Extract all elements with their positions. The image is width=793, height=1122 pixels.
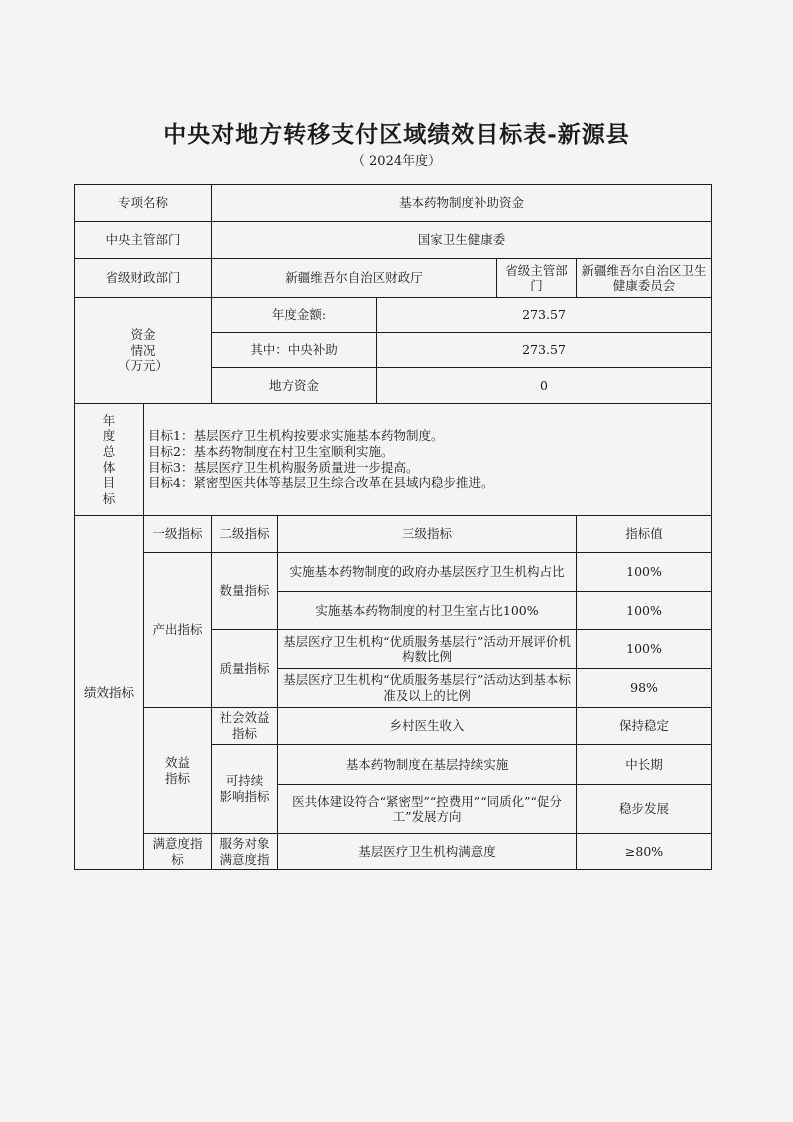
- output-label: 产出指标: [144, 552, 212, 707]
- indicator-name: 基层医疗卫生机构“优质服务基层行”活动达到基本标准及以上的比例: [278, 669, 577, 708]
- goals-label-char: 总: [102, 444, 116, 460]
- goals-content: [144, 404, 712, 516]
- service-satisfaction-label: [212, 834, 278, 870]
- social-benefit-label-line: 指标: [232, 725, 258, 741]
- indicator-name: 实施基本药物制度的政府办基层医疗卫生机构占比: [278, 552, 577, 591]
- quality-label: 质量指标: [212, 630, 278, 707]
- project-label: 专项名称: [75, 185, 212, 222]
- indicator-value: 中长期: [577, 744, 712, 785]
- header-level1: 一级指标: [144, 516, 212, 553]
- goal-item: 目标1：基层医疗卫生机构按要求实施基本药物制度。: [148, 428, 444, 444]
- indicator-value: 稳步发展: [577, 785, 712, 834]
- indicator-name: 实施基本药物制度的村卫生室占比100%: [278, 591, 577, 630]
- provincial-finance-label: 省级财政部门: [75, 259, 212, 298]
- indicators-label: 绩效指标: [75, 516, 144, 870]
- funds-central-value: 273.57: [377, 332, 712, 368]
- project-row: [75, 185, 712, 222]
- indicator-name: 医共体建设符合“紧密型”“控费用”“同质化”“促分工”发展方向: [278, 785, 577, 834]
- funds-label: [75, 298, 212, 404]
- social-benefit-label: [212, 707, 278, 744]
- table-row: [75, 834, 712, 870]
- goals-label-char: 目: [102, 475, 116, 491]
- header-level2: 二级指标: [212, 516, 278, 553]
- funds-annual-row: [75, 298, 712, 333]
- central-dept-value: 国家卫生健康委: [212, 221, 712, 259]
- indicator-name: 基层医疗卫生机构“优质服务基层行”活动开展评价机构数比例: [278, 630, 577, 669]
- goals-row: [75, 404, 712, 516]
- goal-item: 目标4：紧密型医共体等基层卫生综合改革在县域内稳步推进。: [148, 475, 494, 491]
- indicator-name: 基本药物制度在基层持续实施: [278, 744, 577, 785]
- service-satisfaction-label-line: 服务对象: [219, 836, 270, 851]
- indicator-value: 98%: [577, 669, 712, 708]
- goal-item: 目标3：基层医疗卫生机构服务质量进一步提高。: [148, 459, 419, 475]
- performance-target-table: [74, 184, 712, 870]
- indicator-value: 保持稳定: [577, 707, 712, 744]
- indicator-value: 100%: [577, 591, 712, 630]
- quantity-label: 数量指标: [212, 552, 278, 629]
- funds-local-value: 0: [377, 368, 712, 404]
- goals-label-char: 体: [102, 459, 116, 475]
- table-row: [75, 552, 712, 591]
- goals-label-char: 标: [102, 490, 116, 506]
- goals-label-char: 度: [102, 428, 116, 444]
- funds-label-line: （万元）: [118, 358, 169, 374]
- document-title: 中央对地方转移支付区域绩效目标表-新源县: [163, 121, 630, 148]
- indicator-name: 乡村医生收入: [278, 707, 577, 744]
- benefit-label-line: 效益: [165, 754, 191, 770]
- indicator-value: ≥80%: [577, 834, 712, 870]
- indicator-name: 基层医疗卫生机构满意度: [278, 834, 577, 870]
- funds-label-line: 情况: [130, 342, 156, 358]
- satisfaction-label-line: 标: [171, 851, 184, 867]
- funds-central-label: 其中：中央补助: [212, 332, 377, 368]
- table-row: [75, 707, 712, 744]
- satisfaction-label-line: 满意度指: [152, 836, 203, 851]
- sustainable-label-line: 可持续: [225, 773, 264, 789]
- indicator-value: 100%: [577, 630, 712, 669]
- indicator-header-row: [75, 516, 712, 553]
- funds-label-line: 资金: [130, 327, 156, 343]
- central-dept-row: [75, 221, 712, 259]
- provincial-dept-value: 新疆维吾尔自治区卫生健康委员会: [577, 259, 712, 298]
- provincial-dept-label: 省级主管部门: [497, 259, 577, 298]
- header-level3: 三级指标: [278, 516, 577, 553]
- central-dept-label: 中央主管部门: [75, 221, 212, 259]
- provincial-row: [75, 259, 712, 298]
- sustainable-label-line: 影响指标: [219, 788, 270, 804]
- goals-label-char: 年: [102, 412, 116, 428]
- goal-item: 目标2：基本药物制度在村卫生室顺利实施。: [148, 444, 394, 460]
- funds-annual-label: 年度金额:: [212, 298, 377, 333]
- social-benefit-label-line: 社会效益: [219, 710, 270, 726]
- funds-local-label: 地方资金: [212, 368, 377, 404]
- indicator-value: 100%: [577, 552, 712, 591]
- header-value: 指标值: [577, 516, 712, 553]
- provincial-finance-value: 新疆维吾尔自治区财政厅: [212, 259, 497, 298]
- benefit-label-line: 指标: [165, 770, 191, 786]
- goals-label: [75, 404, 144, 516]
- sustainable-label: [212, 744, 278, 834]
- benefit-label: [144, 707, 212, 833]
- funds-annual-value: 273.57: [377, 298, 712, 333]
- project-value: 基本药物制度补助资金: [212, 185, 712, 222]
- satisfaction-label: [144, 834, 212, 870]
- service-satisfaction-label-line: 满意度指: [219, 851, 270, 867]
- document-subtitle: （ 2024年度）: [351, 154, 442, 169]
